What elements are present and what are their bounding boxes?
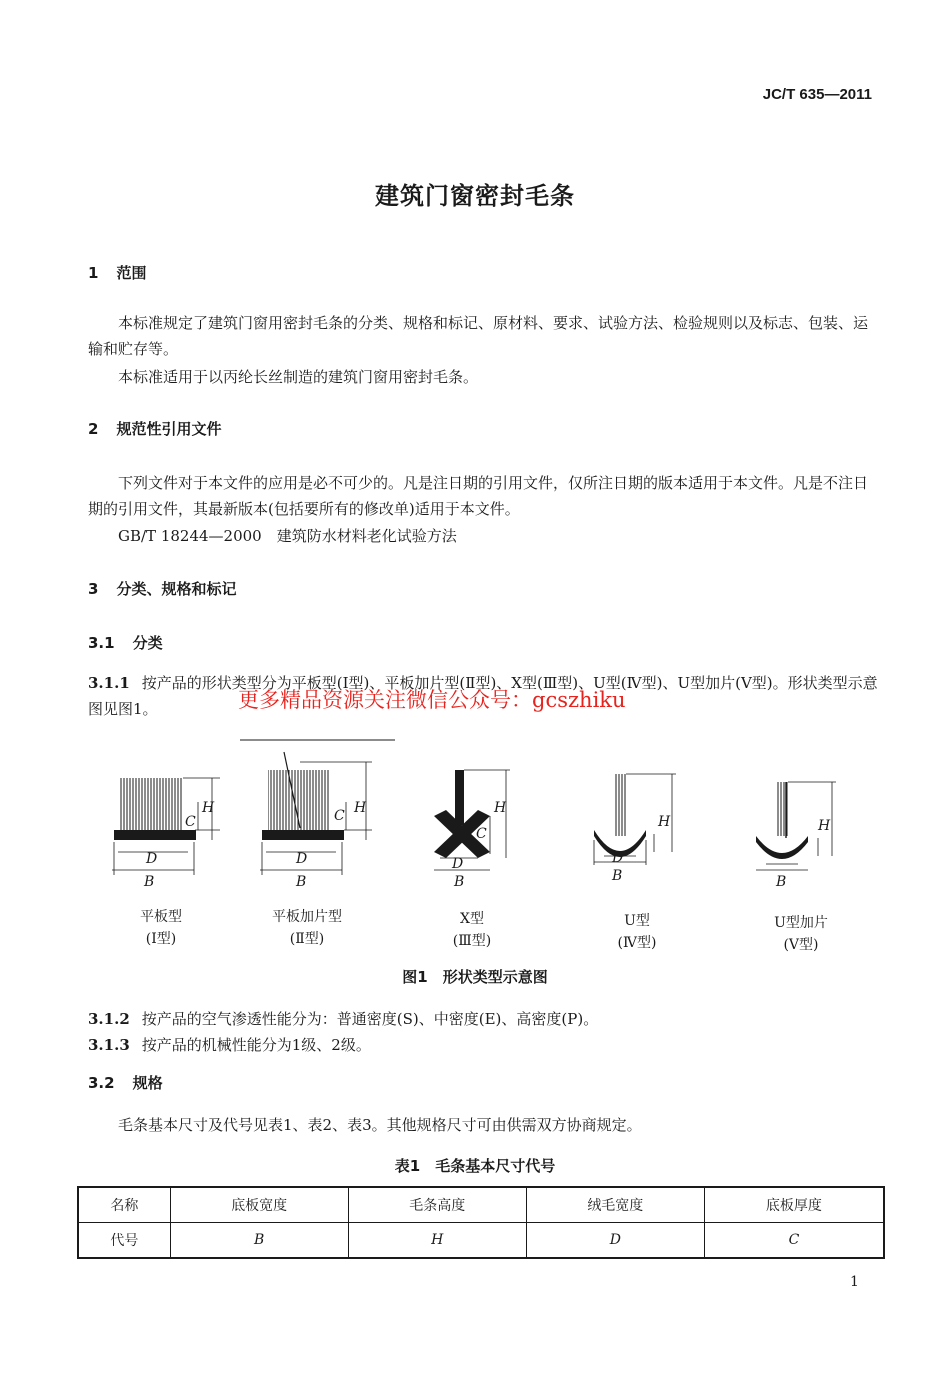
- type-2-drawing: [260, 752, 372, 890]
- dim-label-d: D: [146, 851, 158, 867]
- clause-3-1-3: [88, 1034, 371, 1055]
- table-cell: 底板宽度: [170, 1187, 348, 1223]
- dim-label-b: B: [296, 874, 307, 890]
- clause-text: 按产品的空气渗透性能分为：普通密度(S)、中密度(E)、高密度(P)。: [141, 1010, 599, 1028]
- clause-number: 3.1.3: [88, 1036, 130, 1054]
- clause-number: 3.1.1: [88, 674, 130, 692]
- dim-label-b: B: [612, 868, 623, 884]
- section-3-1-heading: [88, 632, 163, 653]
- table-1-title: 表1 毛条基本尺寸代号: [394, 1157, 556, 1175]
- watermark-text: 更多精品资源关注微信公众号：gcszhiku: [238, 688, 626, 712]
- type-code: (Ⅴ型): [783, 937, 819, 953]
- figure-1-title: 图1 形状类型示意图: [402, 968, 548, 986]
- table-cell: B: [170, 1223, 348, 1259]
- section-title: 分类: [132, 634, 163, 652]
- page-number: 1: [850, 1274, 859, 1290]
- dim-label-c: C: [476, 826, 487, 842]
- section-1-heading: [88, 262, 146, 283]
- type-name: U型: [624, 913, 650, 929]
- clause-3-1-2: [88, 1008, 598, 1029]
- section-3-heading: [88, 578, 236, 599]
- section-1-paragraph-1: 本标准规定了建筑门窗用密封毛条的分类、规格和标记、原材料、要求、试验方法、检验规则以及标志、包装、运输和贮存等。: [88, 314, 869, 358]
- type-4-drawing: [594, 774, 676, 884]
- dim-label-d: D: [296, 851, 308, 867]
- section-3-2-text: 毛条基本尺寸及代号见表1、表2、表3。其他规格尺寸可由供需双方协商规定。: [118, 1116, 642, 1134]
- dim-label-h: H: [202, 800, 215, 816]
- table-row: [78, 1223, 884, 1259]
- document-title: 建筑门窗密封毛条: [375, 182, 575, 210]
- type-code: (Ⅰ型): [145, 931, 177, 947]
- pile-bristles: [614, 774, 626, 836]
- figure-caption-type-1: [96, 906, 226, 950]
- figure-1-drawings: [0, 730, 950, 900]
- table-cell: 底板厚度: [704, 1187, 884, 1223]
- section-title: 分类、规格和标记: [116, 580, 237, 598]
- dim-label-b: B: [454, 874, 465, 890]
- dim-label-b: B: [776, 874, 787, 890]
- type-1-drawing: [112, 778, 220, 890]
- table-row: [78, 1187, 884, 1223]
- table-cell: 毛条高度: [348, 1187, 526, 1223]
- section-2-paragraph-1: 下列文件对于本文件的应用是必不可少的。凡是注日期的引用文件，仅所注日期的版本适用于本文件。凡是不注日期的引用文件，其最新版本(包括要所有的修改单)适用于本文件。: [88, 474, 869, 518]
- normative-reference: GB/T 18244—2000 建筑防水材料老化试验方法: [118, 527, 457, 545]
- dim-label-b: B: [144, 874, 155, 890]
- table-row-header: 名称: [78, 1187, 170, 1223]
- clause-text: 按产品的机械性能分为1级、2级。: [141, 1036, 371, 1054]
- figure-caption-type-3: [407, 908, 537, 952]
- figure-caption-type-2: [242, 906, 372, 950]
- section-2-heading: [88, 418, 221, 439]
- dim-label-c: C: [185, 814, 196, 830]
- clause-number: 3.1.2: [88, 1010, 130, 1028]
- dim-label-c: C: [334, 808, 345, 824]
- table-row-header: 代号: [78, 1223, 170, 1259]
- section-title: 规格: [132, 1074, 163, 1092]
- section-number: 1: [88, 264, 99, 282]
- standard-code: JC/T 635—2011: [762, 86, 872, 103]
- type-5-drawing: [756, 782, 836, 890]
- pile-stem: [455, 770, 464, 825]
- figure-caption-type-4: [572, 910, 702, 954]
- section-3-2-heading: [88, 1072, 163, 1093]
- table-cell: H: [348, 1223, 526, 1259]
- dim-label-h: H: [658, 814, 671, 830]
- section-number: 2: [88, 420, 99, 438]
- type-code: (Ⅳ型): [617, 935, 657, 951]
- type-name: 平板加片型: [272, 909, 342, 925]
- table-cell: C: [704, 1223, 884, 1259]
- table-cell: 绒毛宽度: [526, 1187, 704, 1223]
- figure-caption-type-5: [736, 912, 866, 956]
- type-name: U型加片: [774, 915, 828, 931]
- dim-label-d: D: [612, 850, 624, 866]
- table-cell: D: [526, 1223, 704, 1259]
- u-base: [756, 836, 808, 859]
- table-1: [77, 1186, 885, 1259]
- dim-label-d: D: [452, 856, 464, 872]
- dim-label-h: H: [494, 800, 507, 816]
- dim-label-h: H: [818, 818, 831, 834]
- type-code: (Ⅱ型): [289, 931, 325, 947]
- base-plate: [262, 830, 344, 840]
- section-1-paragraph-2: 本标准适用于以丙纶长丝制造的建筑门窗用密封毛条。: [118, 368, 479, 386]
- section-number: 3.1: [88, 634, 115, 652]
- section-title: 规范性引用文件: [116, 420, 222, 438]
- type-3-drawing: [434, 770, 510, 890]
- dim-label-h: H: [354, 800, 367, 816]
- section-number: 3: [88, 580, 99, 598]
- type-code: (Ⅲ型): [452, 933, 492, 949]
- type-name: 平板型: [140, 909, 182, 925]
- base-plate: [114, 830, 196, 840]
- section-number: 3.2: [88, 1074, 115, 1092]
- section-title: 范围: [116, 264, 147, 282]
- type-name: X型: [460, 911, 484, 927]
- pile-bristles: [120, 778, 182, 830]
- clause-text: 按产品的形状类型分为平板型(Ⅰ型)、平板加片型(Ⅱ型)、X型(Ⅲ型)、U型(Ⅳ型)、U型加片(Ⅴ型)。形状类型示意图见图1。: [88, 674, 878, 718]
